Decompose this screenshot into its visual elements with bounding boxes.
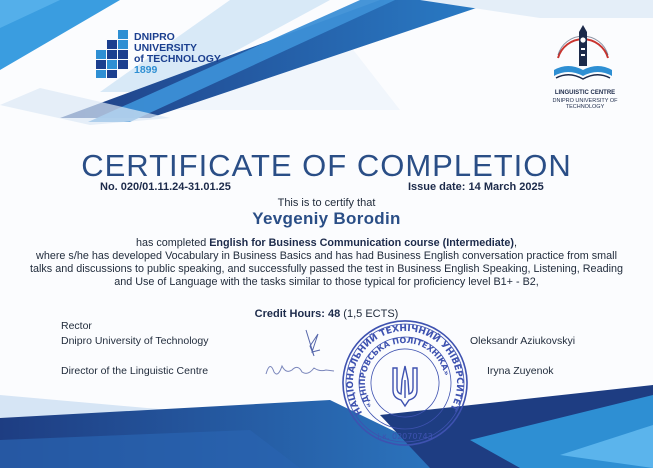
- credit-label: Credit Hours: 48: [254, 308, 341, 320]
- certify-text: This is to certify that: [277, 197, 376, 209]
- logo-line-1: DNIPRO: [134, 31, 175, 43]
- logo-line-3: of TECHNOLOGY: [134, 53, 221, 65]
- certificate-title: CERTIFICATE OF COMPLETION: [81, 148, 572, 183]
- official-seal: [340, 318, 470, 448]
- linguistic-centre-university-line1: DNIPRO UNIVERSITY OF: [552, 98, 618, 104]
- university-logo-icon: [96, 30, 130, 78]
- logo-line-4: 1899: [134, 64, 158, 76]
- seal-code: і.к. 02070743: [377, 432, 433, 441]
- course-name: English for Business Communication course (Intermediate): [209, 237, 514, 249]
- seal-outer-text: НАЦІОНАЛЬНИЙ ТЕХНІЧНИЙ УНІВЕРСИТЕТ: [345, 323, 465, 417]
- linguistic-centre-name: LINGUISTIC CENTRE: [554, 90, 616, 96]
- recipient-name: Yevgeniy Borodin: [252, 209, 401, 228]
- director-name: Iryna Zuyenok: [487, 365, 554, 377]
- linguistic-centre-emblem-icon: [548, 24, 618, 86]
- seal-inner-text: «ДНІПРОВСЬКА ПОЛІТЕХНІКА»: [357, 335, 452, 410]
- credit-ects: (1,5 ECTS): [340, 308, 399, 320]
- trident-icon: [393, 366, 417, 406]
- director-signature: [262, 358, 338, 380]
- issue-date: Issue date: 14 March 2025: [408, 181, 544, 193]
- logo-line-2: UNIVERSITY: [134, 42, 198, 54]
- rector-title: Rector: [61, 320, 92, 332]
- university-logo-text: [134, 32, 221, 76]
- course-description: [30, 237, 623, 289]
- rector-name: Oleksandr Aziukovskyi: [470, 335, 576, 347]
- description-text: where s/he has developed Vocabulary in Business Basics and has had Business English conversation practice from small talks and discussions to public speaking, and successfully passed the test in Business English Speaking, Listening, Reading and Use of Language with the tasks similar to those typical for proficiency level B1+ - B2,: [30, 250, 623, 288]
- completed-suffix: ,: [514, 237, 517, 249]
- linguistic-centre-university-line2: TECHNOLOGY: [565, 104, 605, 110]
- completed-prefix: has completed: [136, 237, 210, 249]
- university-logo: [96, 30, 231, 80]
- director-title: Director of the Linguistic Centre: [61, 365, 209, 377]
- certificate-number: No. 020/01.11.24-31.01.25: [100, 181, 231, 193]
- credit-hours: [0, 308, 653, 320]
- rector-signature: [300, 326, 324, 362]
- linguistic-centre-university: [530, 98, 640, 110]
- rector-organization: Dnipro University of Technology: [61, 335, 209, 347]
